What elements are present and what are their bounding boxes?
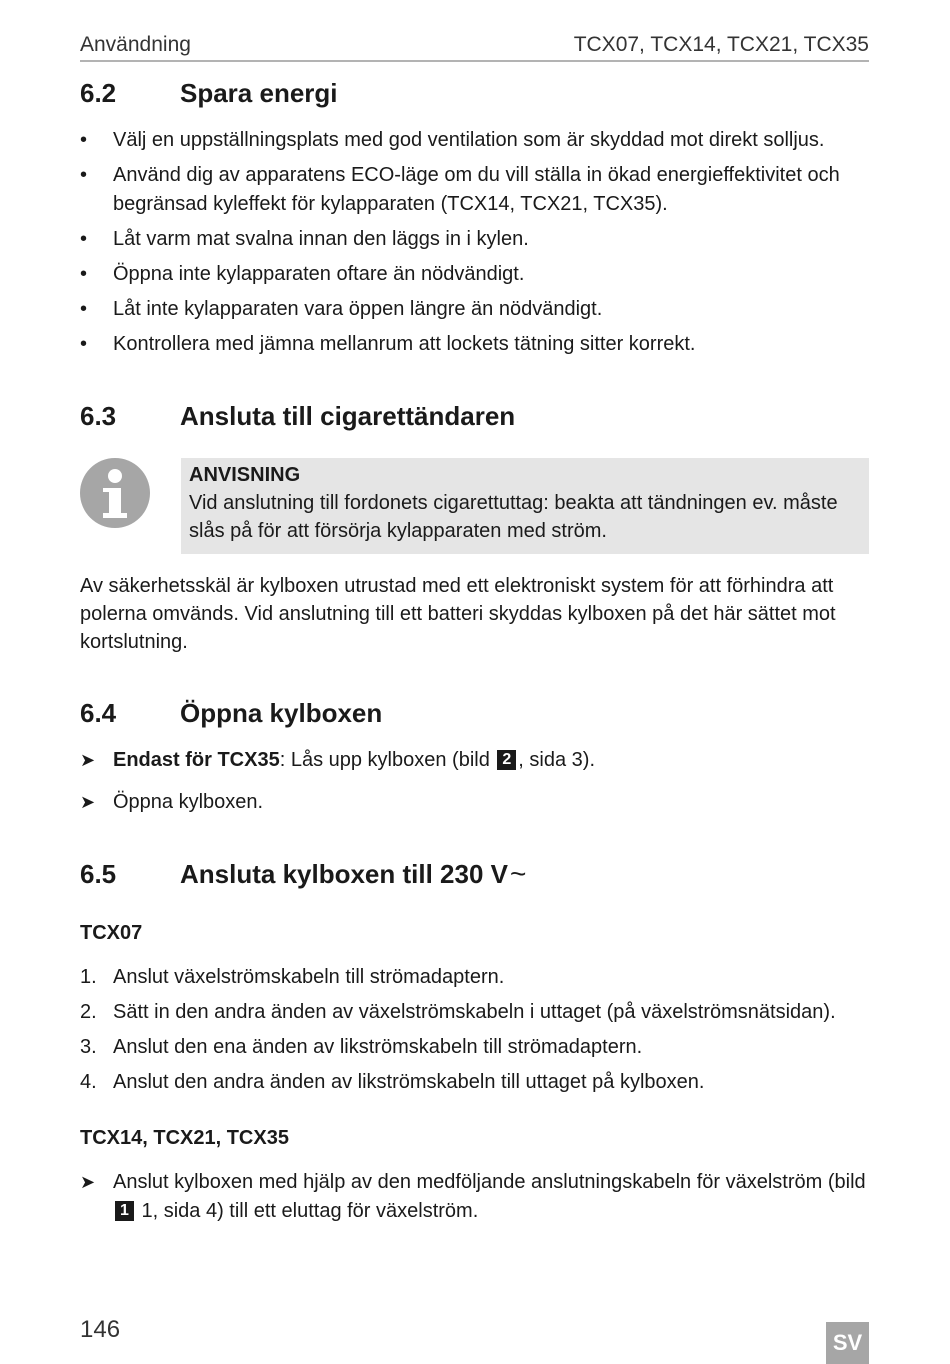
section-title: Spara energi bbox=[180, 78, 338, 108]
bullet-mark: • bbox=[80, 228, 88, 250]
open-steps-list bbox=[80, 746, 869, 817]
list-item: • Kontrollera med jämna mellanrum att lockets tätning sitter korrekt. bbox=[80, 330, 869, 359]
section-heading-6-3 bbox=[80, 401, 515, 432]
subheading-tcx14-21-35: TCX14, TCX21, TCX35 bbox=[80, 1127, 289, 1149]
ac-symbol-icon: ~ bbox=[510, 858, 527, 889]
note-title: ANVISNING bbox=[189, 464, 301, 486]
section-title: Ansluta till cigarettändaren bbox=[180, 401, 516, 431]
section-title: Öppna kylboxen bbox=[180, 698, 383, 728]
list-item: 3. Anslut den ena änden av likströmskabeln till strömadaptern. bbox=[80, 1033, 869, 1062]
figure-badge: 1 bbox=[115, 1201, 134, 1221]
note-text: Vid anslutning till fordonets cigarettuttag: beakta att tändningen ev. måste slås på för att försörja kylapparaten med ström. bbox=[189, 492, 838, 542]
section-number: 6.4 bbox=[80, 698, 117, 728]
list-item: • Välj en uppställningsplats med god ventilation som är skyddad mot direkt solljus. bbox=[80, 126, 869, 155]
tcx07-steps-list bbox=[80, 963, 869, 1097]
note-box bbox=[181, 458, 869, 554]
section-heading-6-4 bbox=[80, 698, 382, 729]
arrow-icon: ➤ bbox=[80, 750, 96, 770]
section-number: 6.5 bbox=[80, 858, 117, 889]
list-item: 1. Anslut växelströmskabeln till strömadaptern. bbox=[80, 963, 869, 992]
bullet-mark: • bbox=[80, 129, 88, 151]
list-item: • Använd dig av apparatens ECO-läge om du vill ställa in ökad energieffektivitet och begränsad kyleffekt för kylapparaten (TCX14, TCX21, TCX35). bbox=[80, 161, 869, 219]
running-head-section: Användning bbox=[80, 33, 191, 56]
step-emphasis: Endast för TCX35 bbox=[113, 749, 280, 771]
list-item: ➤ Anslut kylboxen med hjälp av den medföljande anslutningskabeln för växelström (bild 1 1, sida 4) till ett eluttag för växelström. bbox=[80, 1168, 869, 1226]
arrow-icon: ➤ bbox=[80, 792, 96, 812]
arrow-icon: ➤ bbox=[80, 1172, 96, 1192]
energy-tips-list bbox=[80, 126, 869, 359]
safety-paragraph: Av säkerhetsskäl är kylboxen utrustad med ett elektroniskt system för att förhindra att polerna omvänds. Vid anslutning till ett batteri skyddas kylboxen på det här sättet mot kortslutning. bbox=[80, 575, 836, 653]
bullet-mark: • bbox=[80, 298, 88, 320]
section-heading-6-2 bbox=[80, 78, 338, 109]
bullet-mark: • bbox=[80, 164, 88, 186]
list-item: ➤ Endast för TCX35: Lås upp kylboxen (bild 2 , sida 3). bbox=[80, 746, 869, 775]
running-head bbox=[80, 30, 869, 62]
step-number: 2. bbox=[80, 1001, 97, 1023]
section-title: Ansluta kylboxen till 230 V bbox=[180, 858, 508, 889]
list-item: • Låt inte kylapparaten vara öppen längre än nödvändigt. bbox=[80, 295, 869, 324]
tcx14-steps-list bbox=[80, 1168, 869, 1226]
list-item: ➤ Öppna kylboxen. bbox=[80, 788, 869, 817]
language-tab: SV bbox=[826, 1322, 869, 1364]
list-item: • Öppna inte kylapparaten oftare än nödvändigt. bbox=[80, 260, 869, 289]
list-item: • Låt varm mat svalna innan den läggs in i kylen. bbox=[80, 225, 869, 254]
step-number: 4. bbox=[80, 1071, 97, 1093]
bullet-mark: • bbox=[80, 263, 88, 285]
section-heading-6-5 bbox=[80, 858, 526, 890]
section-number: 6.2 bbox=[80, 78, 117, 108]
page-number: 146 bbox=[80, 1316, 121, 1343]
step-number: 3. bbox=[80, 1036, 97, 1058]
list-item: 4. Anslut den andra änden av likströmskabeln till uttaget på kylboxen. bbox=[80, 1068, 869, 1097]
running-head-models: TCX07, TCX14, TCX21, TCX35 bbox=[573, 33, 869, 56]
section-number: 6.3 bbox=[80, 401, 117, 431]
subheading-tcx07: TCX07 bbox=[80, 922, 143, 944]
list-item: 2. Sätt in den andra änden av växelströmskabeln i uttaget (på växelströmsnätsidan). bbox=[80, 998, 869, 1027]
bullet-mark: • bbox=[80, 333, 88, 355]
info-icon bbox=[80, 458, 150, 528]
step-number: 1. bbox=[80, 966, 97, 988]
figure-badge: 2 bbox=[497, 750, 516, 770]
